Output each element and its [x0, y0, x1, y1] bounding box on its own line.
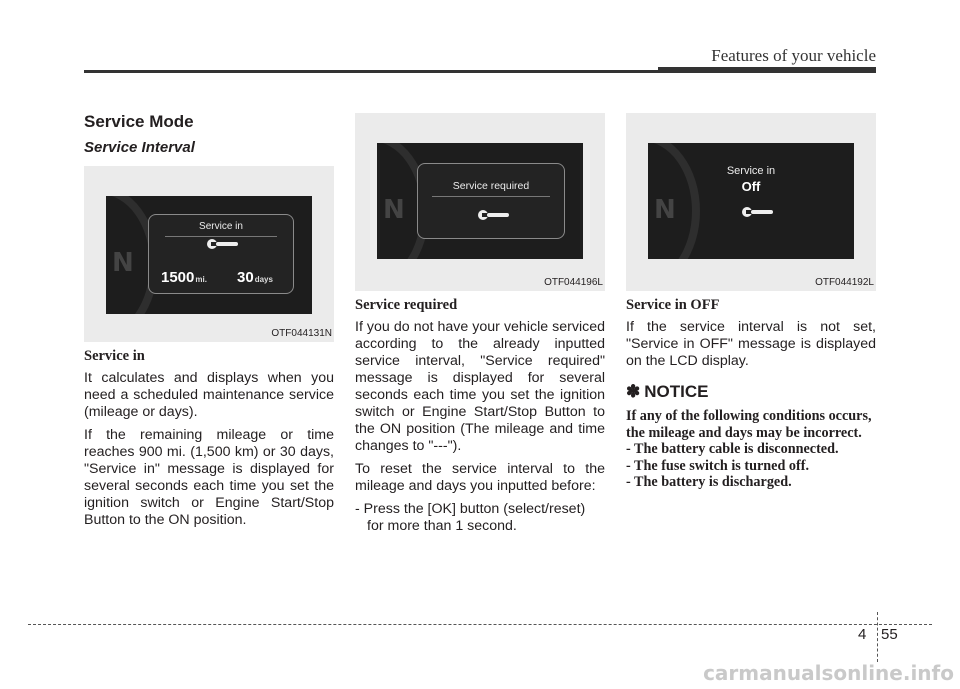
figure-service-off — [626, 113, 876, 291]
paragraph: If the remaining mileage or time reaches 900 mi. (1,500 km) or 30 days, "Service in" message is displayed for several seconds each time you set the ignition switch or Engine Start/Stop Button to the ON position. — [84, 427, 334, 528]
cluster-screen — [377, 143, 583, 259]
lcd-display — [148, 214, 294, 294]
figure-service-in — [84, 166, 334, 342]
wrench-icon — [742, 205, 776, 219]
lcd-title: Service required — [452, 180, 530, 192]
lcd-off-value: Off — [741, 179, 761, 194]
bullet-item: - Press the [OK] button (select/reset) for more than 1 second. — [355, 501, 586, 534]
watermark: carmanualsonline.info — [703, 661, 954, 685]
lcd-display — [417, 163, 565, 239]
footer-rule — [28, 624, 932, 625]
chapter-number: 4 — [858, 626, 867, 643]
section-title: Service Mode — [84, 112, 194, 131]
figure-code: OTF044192L — [815, 277, 874, 288]
paragraph: To reset the service interval to the mileage and days you inputted before: — [355, 461, 605, 494]
notice-mark-icon: ✽ — [626, 382, 641, 401]
notice-body: If any of the following conditions occurs, the mileage and days may be incorrect. — [626, 408, 872, 441]
cluster-screen — [648, 143, 854, 259]
lcd-display — [648, 143, 854, 259]
cluster-screen — [106, 196, 312, 314]
lcd-mileage: 1500mi. — [161, 269, 207, 286]
paragraph: If the service interval is not set, "Service in OFF" message is displayed on the LCD display. — [626, 319, 876, 369]
heading-service-in: Service in — [84, 348, 145, 364]
gauge-letter: N — [112, 248, 134, 278]
gauge-letter: N — [383, 195, 405, 225]
notice-item: - The battery cable is disconnected. — [626, 441, 839, 457]
wrench-icon — [478, 208, 512, 222]
lcd-days: 30days — [237, 269, 273, 286]
lcd-title: Service in — [199, 221, 243, 232]
page-number: 55 — [881, 626, 898, 643]
wrench-icon — [207, 237, 241, 251]
column-2 — [355, 113, 605, 535]
heading-service-off: Service in OFF — [626, 297, 720, 313]
notice-item: - The fuse switch is turned off. — [626, 457, 809, 474]
mileage-unit: mi. — [195, 275, 207, 284]
notice-title: ✽ NOTICE — [626, 382, 709, 401]
column-1 — [84, 108, 334, 535]
lcd-divider — [432, 196, 550, 197]
figure-code: OTF044131N — [271, 328, 332, 339]
column-3 — [626, 113, 876, 491]
paragraph: It calculates and displays when you need a scheduled maintenance service (mileage or days). — [84, 370, 334, 420]
subsection-title: Service Interval — [84, 139, 195, 156]
paragraph: If you do not have your vehicle serviced according to the already inputted service interval, "Service required" message is displayed for several seconds each time you set the ignition switch or Engine Start/Stop Button to the ON position (The mileage and time changes to "---"). — [355, 319, 605, 454]
page-header-title: Features of your vehicle — [711, 46, 876, 65]
gauge-letter: N — [654, 195, 676, 225]
notice-item: - The battery is discharged. — [626, 474, 792, 490]
lcd-title: Service in — [726, 165, 776, 177]
days-unit: days — [254, 275, 273, 284]
header-rule — [84, 70, 876, 73]
figure-code: OTF044196L — [544, 277, 603, 288]
footer-divider — [877, 612, 878, 662]
figure-service-required — [355, 113, 605, 291]
heading-service-required: Service required — [355, 297, 458, 313]
